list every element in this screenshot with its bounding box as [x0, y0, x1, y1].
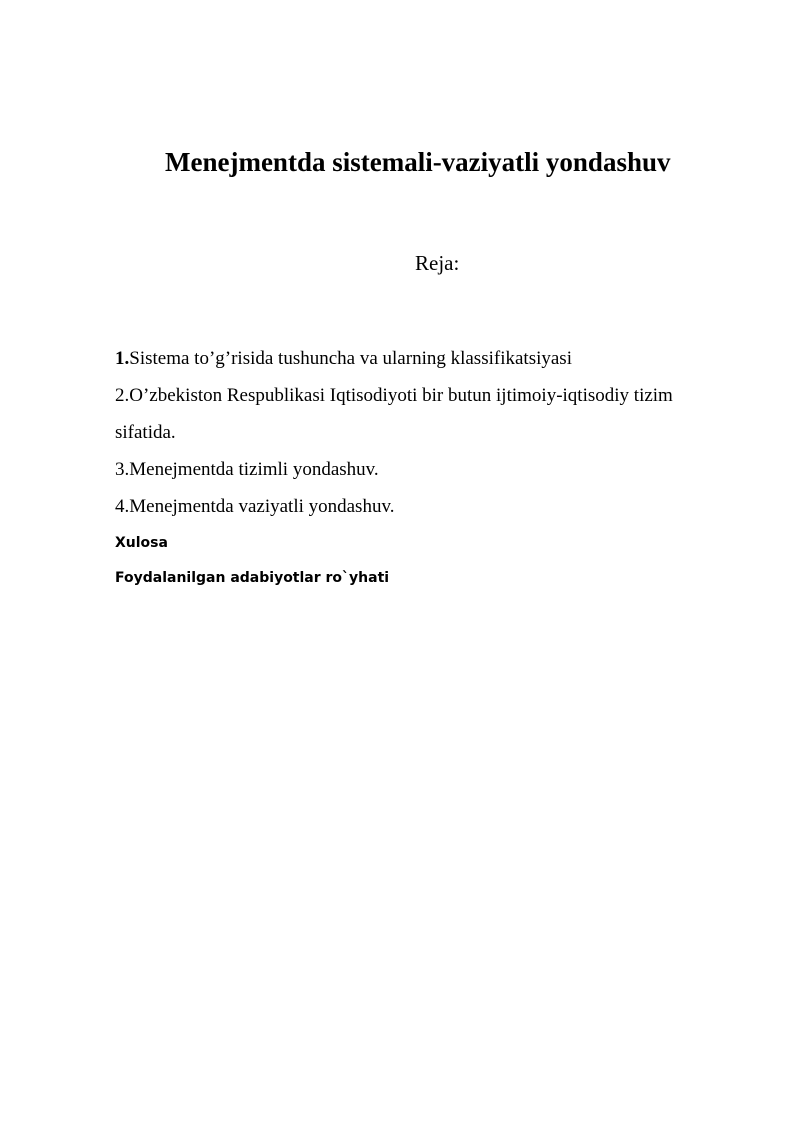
plan-item-2 [115, 377, 715, 451]
plan-item-number: 2. [115, 385, 130, 406]
plan-item-text: Sistema to’g’risida tushuncha va ularning klassifikatsiyasi [129, 348, 572, 369]
plan-item-4 [115, 488, 715, 525]
conclusion-item: Xulosa [115, 535, 168, 551]
references-item: Foydalanilgan adabiyotlar ro`yhati [115, 570, 390, 586]
plan-item-number: 3. [115, 459, 130, 480]
plan-item-text: O’zbekiston Respublikasi Iqtisodiyoti bir butun ijtimoiy-iqtisodiy tizim sifatida. [115, 385, 673, 443]
plan-item-text: Menejmentda tizimli yondashuv. [129, 459, 379, 480]
plan-item-3 [115, 451, 715, 488]
plan-item-number: 1. [115, 348, 130, 369]
closing-sections [115, 526, 389, 596]
plan-item-text: Menejmentda vaziyatli yondashuv. [129, 496, 395, 517]
plan-item-number: 4. [115, 496, 130, 517]
plan-heading: Reja: [415, 251, 460, 275]
page-title: Menejmentda sistemali-vaziyatli yondashuv [165, 147, 671, 177]
plan-list [115, 340, 715, 525]
plan-item-1 [115, 340, 715, 377]
